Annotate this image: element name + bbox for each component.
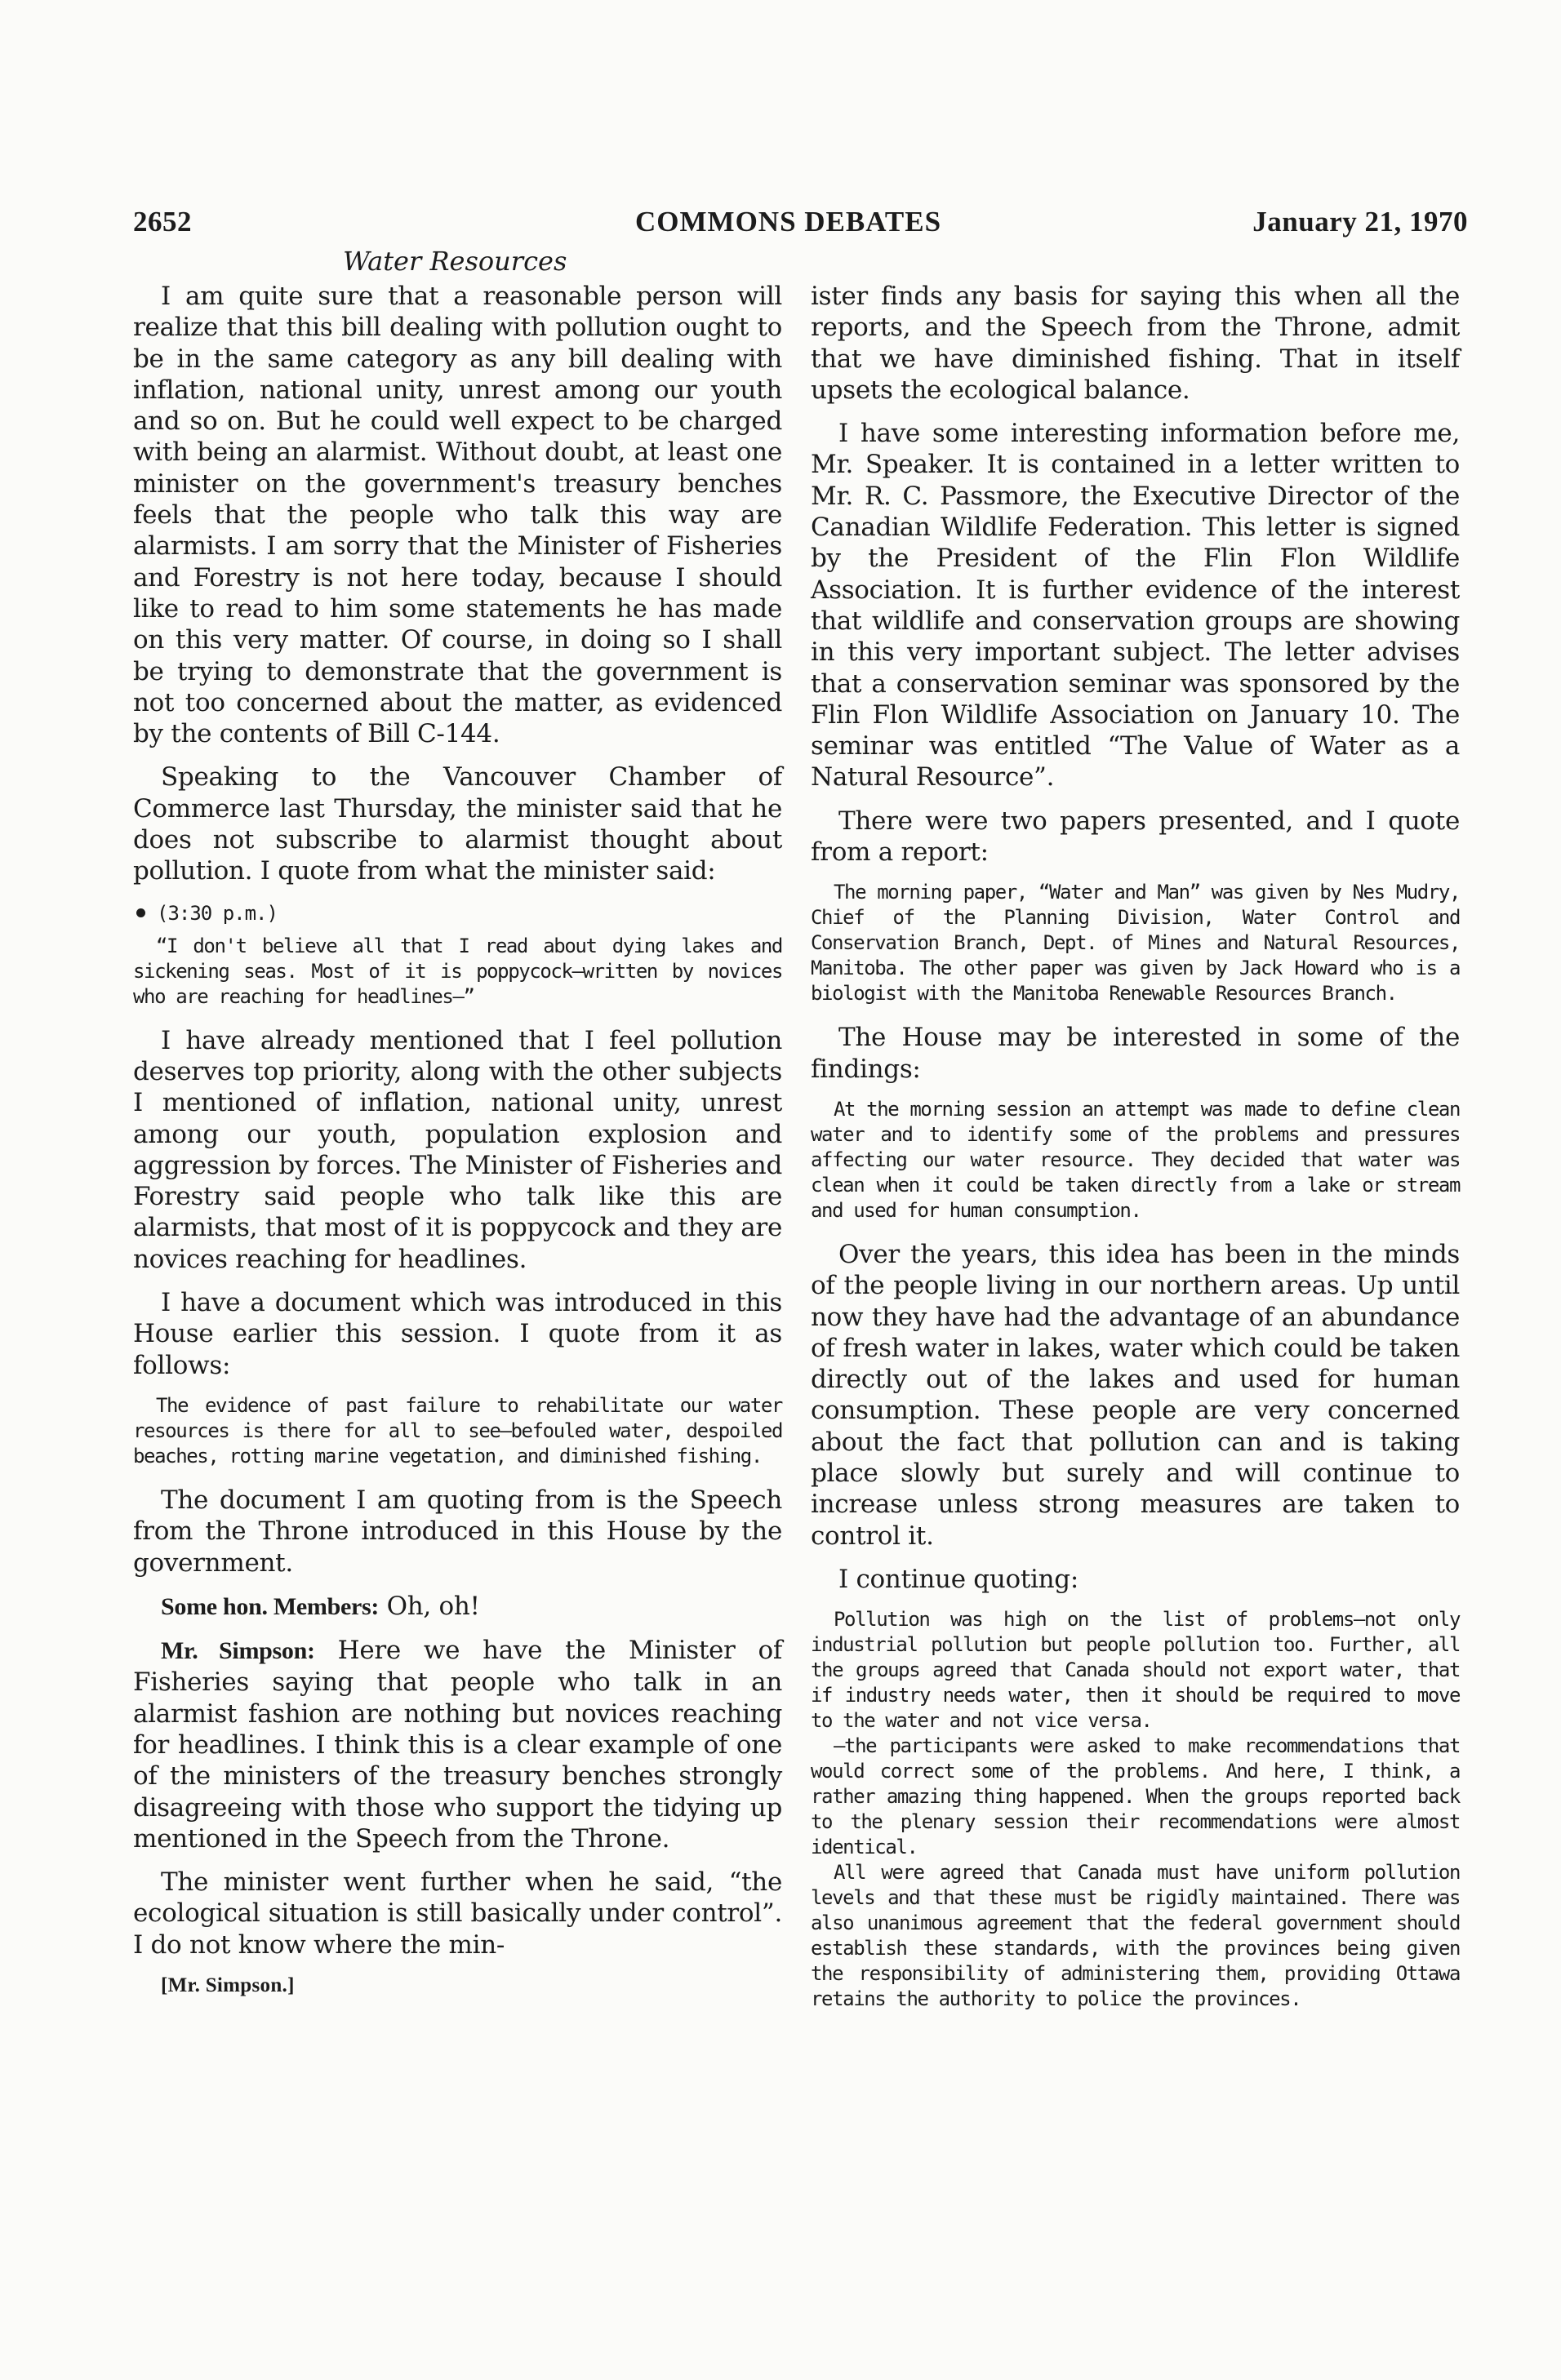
- paragraph-continuation: ister finds any basis for saying this when all the reports, and the Speech from the Throne, admit that we have diminished fishing. That in itself upsets the ecological balance.: [811, 282, 1460, 405]
- paragraph: The document I am quoting from is the Speech from the Throne introduced in this House by the government.: [133, 1485, 782, 1578]
- interjection: [133, 1591, 782, 1623]
- speaker-attribution: [Mr. Simpson.]: [161, 1974, 295, 1997]
- timestamp-text: (3:30 p.m.): [157, 901, 278, 925]
- speech-text: Here we have the Minister of Fisheries saying that people who talk in an alarmist fashion are nothing but novices reaching for headlines. I think this is a clear example of one of the ministers of the treasury benches strongly disagreeing with those who support the tidying up mentioned in the Speech from the Throne.: [133, 1636, 782, 1854]
- block-quote: The evidence of past failure to rehabilitate our water resources is there for all to see—befouled water, despoiled beaches, rotting marine vegetation, and diminished fishing.: [133, 1393, 782, 1468]
- block-quote: “I don't believe all that I read about dying lakes and sickening seas. Most of it is poppycock—written by novices who are reaching for headlines—”: [133, 934, 782, 1008]
- block-quote: [811, 1607, 1460, 2012]
- paragraph: I have already mentioned that I feel pollution deserves top priority, along with the other subjects I mentioned of inflation, national unity, unrest among our youth, population explosion and aggression by forces. The Minister of Fisheries and Forestry said people who talk like this are alarmists, that most of it is poppycock and they are novices reaching for headlines.: [133, 1025, 782, 1274]
- paragraph: The minister went further when he said, “the ecological situation is still basically under control”. I do not know where the min-: [133, 1867, 782, 1960]
- paragraph: Speaking to the Vancouver Chamber of Commerce last Thursday, the minister said that he does not subscribe to alarmist thought about pollution. I quote from what the minister said:: [133, 762, 782, 886]
- quote-paragraph: All were agreed that Canada must have uniform pollution levels and that these must be rigidly maintained. There was also unanimous agreement that the federal government should establish these standards, with the provinces being given the responsibility of administering them, providing Ottawa retains the authority to police the provinces.: [811, 1861, 1460, 2011]
- paragraph: I have some interesting information before me, Mr. Speaker. It is contained in a letter written to Mr. R. C. Passmore, the Executive Director of the Canadian Wildlife Federation. This letter is signed by the President of the Flin Flon Wildlife Association. It is further evidence of the interest that wildlife and conservation groups are showing in this very important subject. The letter advises that a conservation seminar was sponsored by the Flin Flon Wildlife Association on January 10. The seminar was entitled “The Value of Water as a Natural Resource”.: [811, 419, 1460, 793]
- paragraph: There were two papers presented, and I quote from a report:: [811, 806, 1460, 868]
- page-number: 2652: [133, 206, 192, 238]
- paragraph: I continue quoting:: [838, 1564, 1078, 1594]
- bullet-icon: [136, 908, 145, 917]
- block-quote: The morning paper, “Water and Man” was given by Nes Mudry, Chief of the Planning Division, Water Control and Conservation Branch, Dept. of Mines and Natural Resources, Manitoba. The other paper was given by Jack Howard who is a biologist with the Manitoba Renewable Resources Branch.: [811, 881, 1460, 1006]
- paragraph: The House may be interested in some of the findings:: [811, 1023, 1460, 1084]
- interjection-text: Oh, oh!: [386, 1591, 480, 1621]
- quote-paragraph: Pollution was high on the list of problems—not only industrial pollution but people pollution too. Further, all the groups agreed that Canada should not export water, that if industry needs water, then it should be required to move to the water and not vice versa.: [811, 1608, 1460, 1733]
- publication-title: COMMONS DEBATES: [635, 206, 942, 238]
- block-quote: At the morning session an attempt was made to define clean water and to identify some of the problems and pressures affecting our water resource. They decided that water was clean when it could be taken directly from a lake or stream and used for human consumption.: [811, 1097, 1460, 1222]
- quote-paragraph: —the participants were asked to make recommendations that would correct some of the problems. And here, I think, a rather amazing thing happened. When the groups reported back to the plenary session their recommendations were almost identical.: [811, 1734, 1460, 1859]
- speaker-name: Mr. Simpson:: [161, 1637, 315, 1665]
- speaker-name: Some hon. Members:: [161, 1592, 380, 1620]
- section-heading: Water Resources: [343, 246, 567, 277]
- speech-paragraph: [133, 1635, 782, 1854]
- left-column: [133, 281, 782, 1999]
- right-column: [811, 281, 1460, 2027]
- publication-date: January 21, 1970: [1252, 206, 1468, 238]
- paragraph: I am quite sure that a reasonable person will realize that this bill dealing with pollution ought to be in the same category as any bill dealing with inflation, national unity, unrest among our youth and so on. But he could well expect to be charged with being an alarmist. Without doubt, at least one minister on the government's treasury benches feels that the people who talk this way are alarmists. I am sorry that the Minister of Fisheries and Forestry is not here today, because I should like to read to him some statements he has made on this very matter. Of course, in doing so I shall be trying to demonstrate that the government is not too concerned about the matter, as evidenced by the contents of Bill C-144.: [133, 282, 782, 749]
- timestamp: [133, 899, 782, 927]
- paragraph: I have a document which was introduced in this House earlier this session. I quote from it as follows:: [133, 1288, 782, 1380]
- paragraph: Over the years, this idea has been in the minds of the people living in our northern areas. Up until now they have had the advantage of an abundance of fresh water in lakes, water which could be taken directly out of the lakes and used for human consumption. These people are very concerned about the fact that pollution can and is taking place slowly but surely and will continue to increase unless strong measures are taken to control it.: [811, 1239, 1460, 1551]
